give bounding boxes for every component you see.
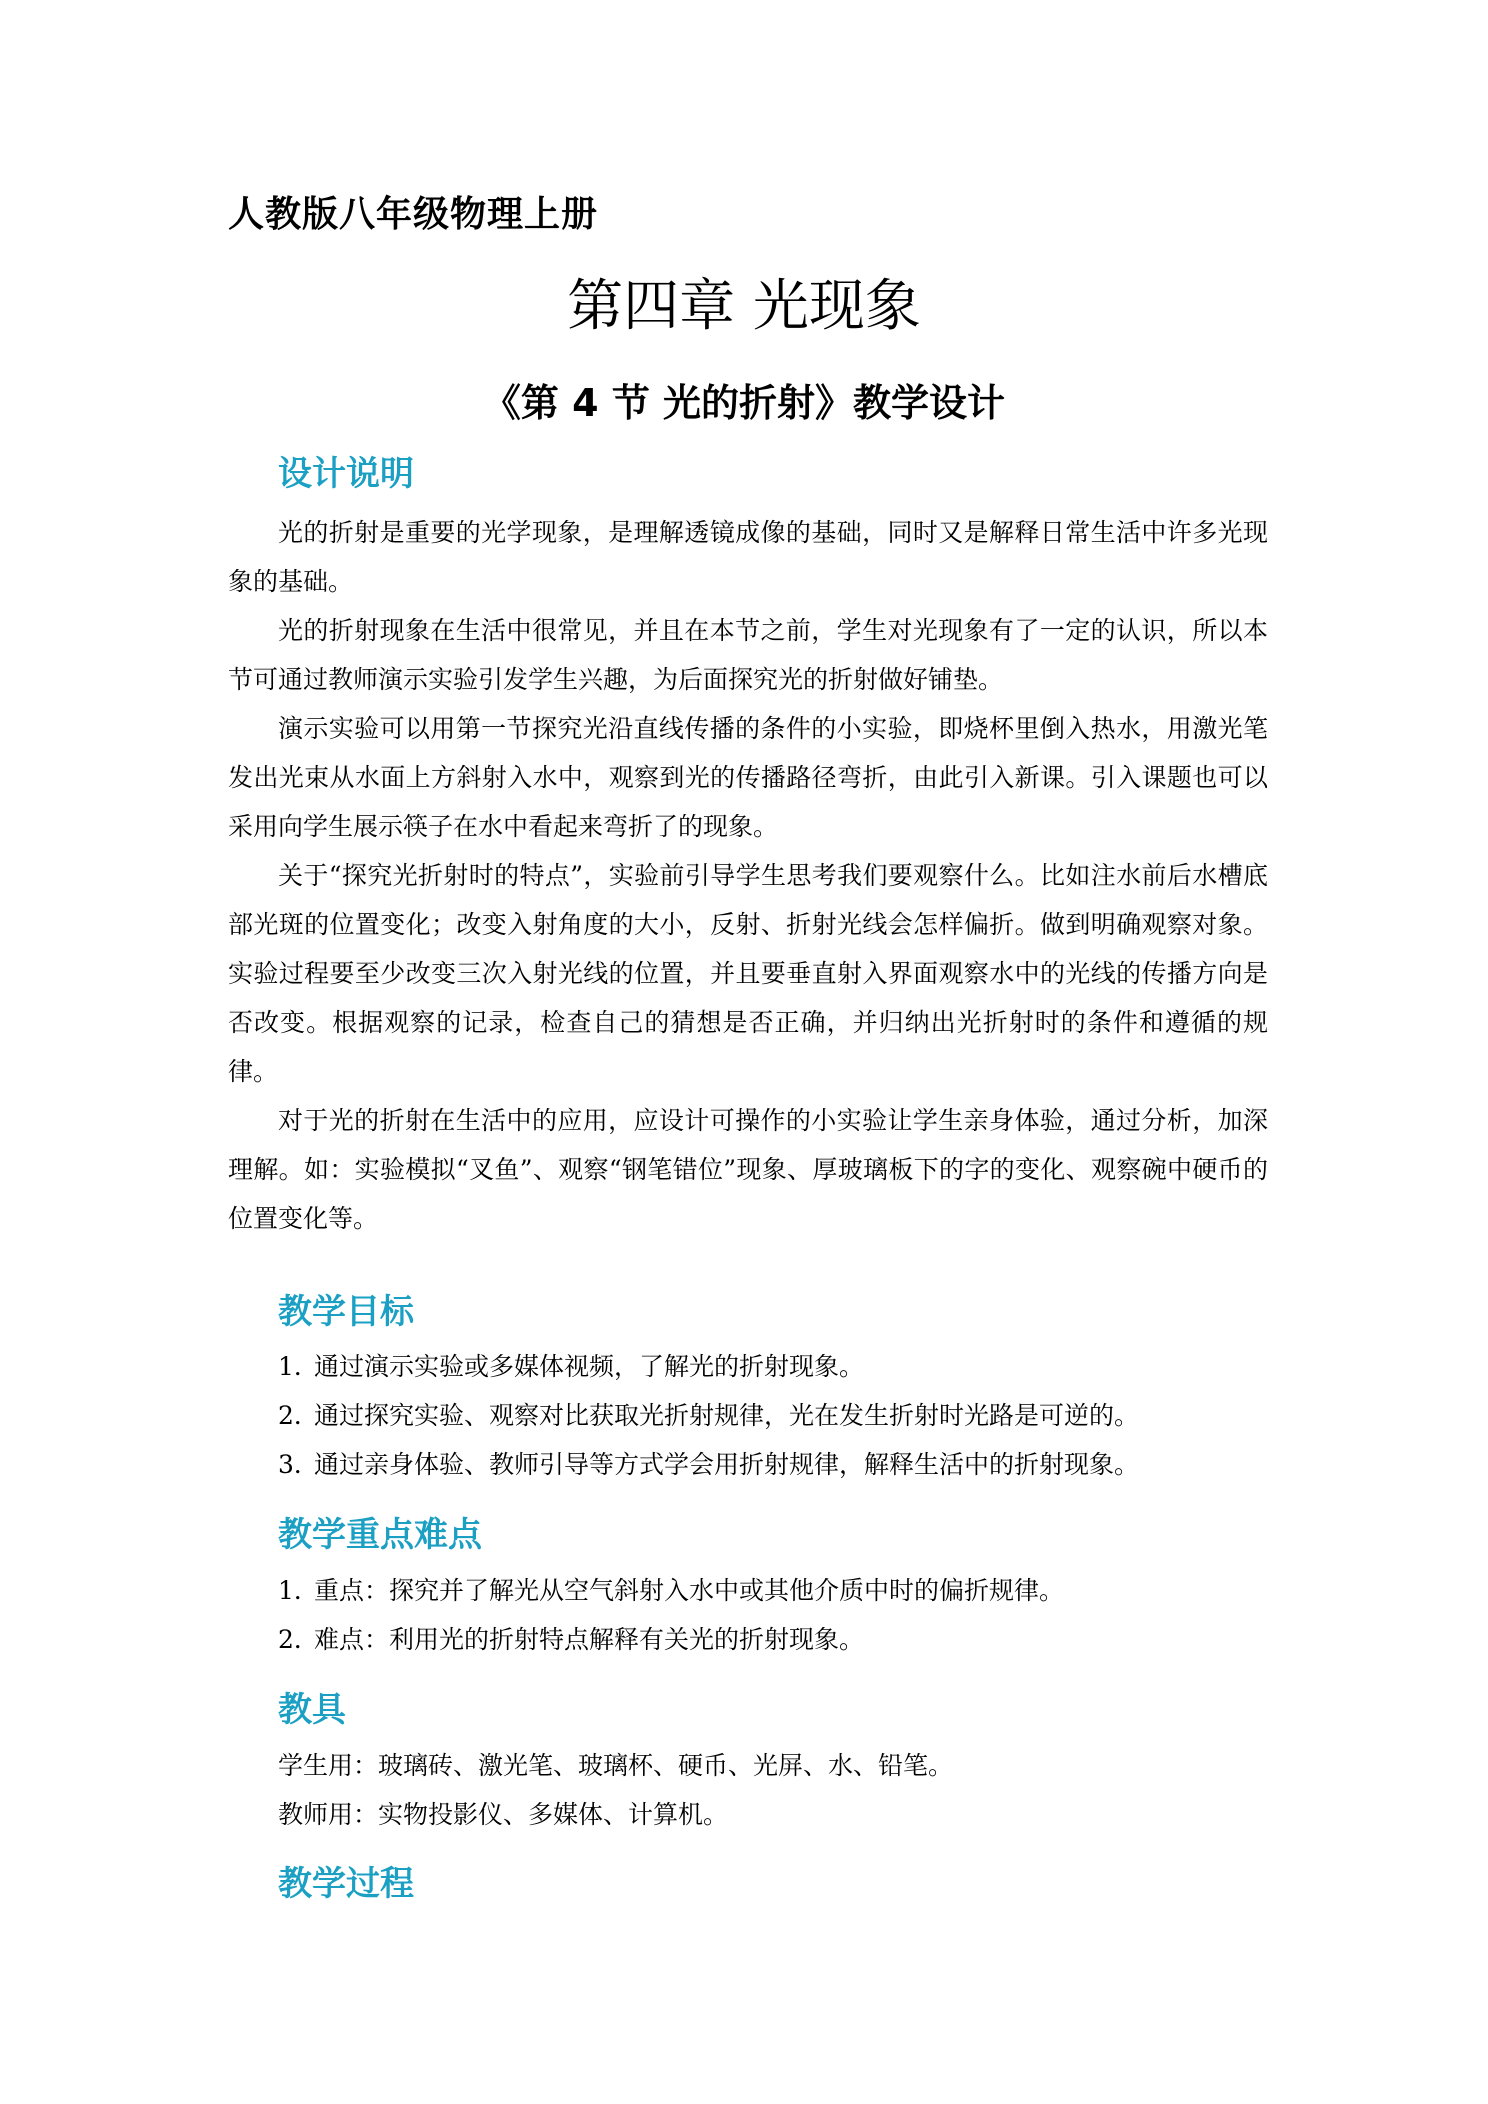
- tools-teacher-line: 教师用：实物投影仪、多媒体、计算机。: [278, 1800, 729, 1829]
- lesson-title: 《第 4 节 光的折射》教学设计: [482, 381, 1006, 425]
- objective-number: 2．: [278, 1401, 319, 1430]
- design-paragraph-1: 光的折射是重要的光学现象，是理解透镜成像的基础，同时又是解释日常生活中许多光现象的基础。: [228, 518, 1268, 596]
- objective-item: [278, 1347, 1278, 1387]
- section-heading-design: 设计说明: [278, 454, 414, 494]
- book-title: 人教版八年级物理上册: [228, 194, 599, 235]
- key-point-text: 难点：利用光的折射特点解释有关光的折射现象。: [314, 1625, 865, 1654]
- design-paragraph-2: 光的折射现象在生活中很常见，并且在本节之前，学生对光现象有了一定的认识，所以本节可通过教师演示实验引发学生兴趣，为后面探究光的折射做好铺垫。: [228, 616, 1268, 694]
- objective-text: 通过演示实验或多媒体视频，了解光的折射现象。: [314, 1352, 865, 1381]
- section-heading-key-points: 教学重点难点: [278, 1515, 482, 1555]
- key-point-number: 1．: [278, 1576, 319, 1605]
- section-heading-objectives: 教学目标: [278, 1292, 414, 1332]
- tools-student-line: 学生用：玻璃砖、激光笔、玻璃杯、硬币、光屏、水、铅笔。: [278, 1751, 954, 1780]
- section-heading-process: 教学过程: [278, 1864, 414, 1904]
- objective-number: 1．: [278, 1352, 319, 1381]
- section-heading-tools: 教具: [278, 1690, 346, 1730]
- key-point-number: 2．: [278, 1625, 319, 1654]
- key-point-item: [278, 1571, 1278, 1611]
- design-paragraph-3: 演示实验可以用第一节探究光沿直线传播的条件的小实验，即烧杯里倒入热水，用激光笔发出光束从水面上方斜射入水中，观察到光的传播路径弯折，由此引入新课。引入课题也可以采用向学生展示筷子在水中看起来弯折了的现象。: [228, 714, 1268, 841]
- chapter-title: 第四章 光现象: [567, 274, 921, 339]
- key-point-item: [278, 1620, 1278, 1660]
- design-paragraph-4: 关于“探究光折射时的特点”，实验前引导学生思考我们要观察什么。比如注水前后水槽底部光斑的位置变化；改变入射角度的大小，反射、折射光线会怎样偏折。做到明确观察对象。实验过程要至少改变三次入射光线的位置，并且要垂直射入界面观察水中的光线的传播方向是否改变。根据观察的记录，检查自己的猜想是否正确，并归纳出光折射时的条件和遵循的规律。: [228, 861, 1268, 1086]
- objective-item: [278, 1445, 1278, 1485]
- objective-number: 3．: [278, 1450, 319, 1479]
- objective-text: 通过探究实验、观察对比获取光折射规律，光在发生折射时光路是可逆的。: [314, 1401, 1140, 1430]
- key-point-text: 重点：探究并了解光从空气斜射入水中或其他介质中时的偏折规律。: [314, 1576, 1065, 1605]
- objective-text: 通过亲身体验、教师引导等方式学会用折射规律，解释生活中的折射现象。: [314, 1450, 1140, 1479]
- objective-item: [278, 1396, 1278, 1436]
- design-paragraph-5: 对于光的折射在生活中的应用，应设计可操作的小实验让学生亲身体验，通过分析，加深理解。如：实验模拟“叉鱼”、观察“钢笔错位”现象、厚玻璃板下的字的变化、观察碗中硬币的位置变化等。: [228, 1106, 1268, 1233]
